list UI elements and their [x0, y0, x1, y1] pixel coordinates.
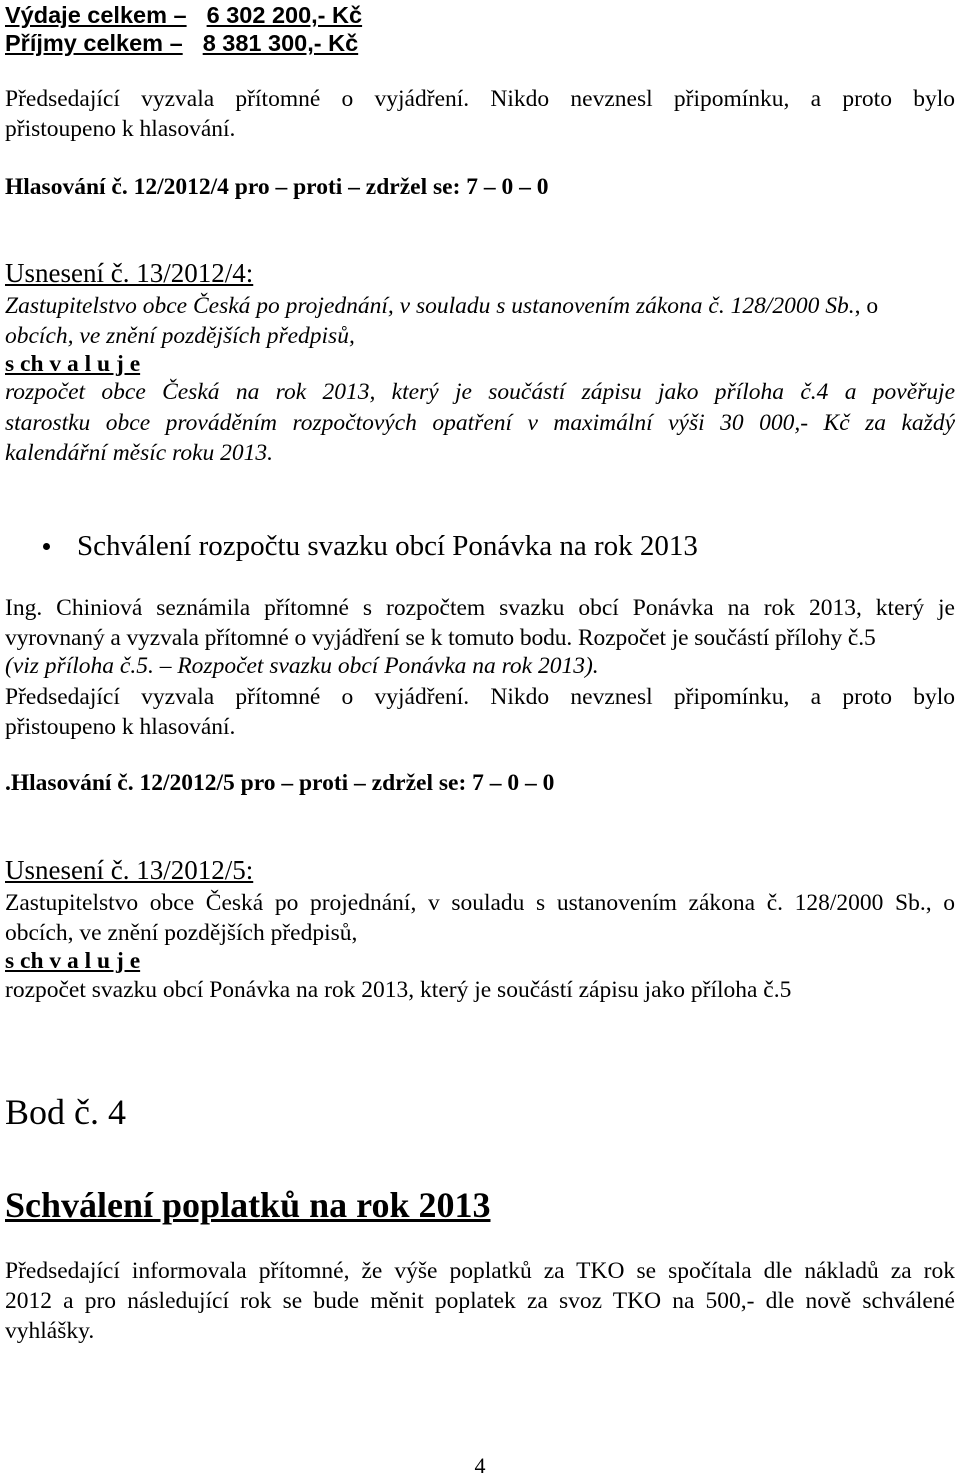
page-number: 4 [474, 1453, 486, 1478]
resolution-line: rozpočet svazku obcí Ponávka na rok 2013, který je součástí zápisu jako příloha č.5 [5, 977, 792, 1003]
paragraph-line: vyrovnaný a vyzvala přítomné o vyjádření se k tomuto bodu. Rozpočet je součástí přílohy č.5 [5, 625, 876, 651]
paragraph-line: vyhlášky. [5, 1318, 95, 1344]
item-subtitle: Schválení poplatků na rok 2013 [5, 1185, 491, 1225]
approves-label: s ch v a l u j e [5, 948, 141, 974]
resolution-line [5, 291, 955, 321]
paragraph-line: přistoupeno k hlasování. [5, 714, 236, 740]
paragraph-line: Ing. Chiniová seznámila přítomné s rozpočtem svazku obcí Ponávka na rok 2013, který je [5, 595, 955, 621]
resolution-line: Zastupitelstvo obce Česká po projednání, v souladu s ustanovením zákona č. 128/2000 Sb., o [5, 890, 955, 916]
resolution-text-tail: , o [854, 293, 879, 319]
paragraph-line: Předsedající vyzvala přítomné o vyjádření. Nikdo nevznesl připomínku, a proto bylo [5, 86, 955, 112]
resolution-line: obcích, ve znění pozdějších předpisů, [5, 920, 358, 946]
paragraph-line: Předsedající informovala přítomné, že výše poplatků za TKO se spočítala dle nákladů za rok [5, 1258, 955, 1284]
section-heading-text: Schválení rozpočtu svazku obcí Ponávka na rok 2013 [77, 530, 698, 562]
income-value: 8 381 300,- Kč [202, 30, 359, 56]
item-title: Bod č. 4 [5, 1092, 126, 1132]
resolution-text-italic: Zastupitelstvo obce Česká po projednání, v souladu s ustanovením zákona č. 128/2000 Sb. [5, 293, 855, 319]
bullet-icon [43, 543, 50, 550]
resolution-line: starostku obce prováděním rozpočtových opatření v maximální výši 30 000,- Kč za každý [5, 410, 955, 436]
income-label: Příjmy celkem – [5, 30, 183, 56]
vote-result: .Hlasování č. 12/2012/5 pro – proti – zdržel se: 7 – 0 – 0 [5, 770, 555, 796]
expenses-total [5, 0, 955, 30]
expenses-label: Výdaje celkem – [5, 2, 187, 28]
resolution-heading: Usnesení č. 13/2012/5: [5, 855, 254, 885]
resolution-line: obcích, ve znění pozdějších předpisů, [5, 323, 355, 349]
vote-result: Hlasování č. 12/2012/4 pro – proti – zdržel se: 7 – 0 – 0 [5, 174, 549, 200]
income-total [5, 28, 955, 58]
paragraph-line: 2012 a pro následující rok se bude měnit poplatek za svoz TKO na 500,- dle nově schválené [5, 1288, 955, 1314]
resolution-heading: Usnesení č. 13/2012/4: [5, 258, 254, 288]
resolution-line: kalendářní měsíc roku 2013. [5, 440, 274, 466]
expenses-value: 6 302 200,- Kč [206, 2, 363, 28]
paragraph-line: přistoupeno k hlasování. [5, 116, 236, 142]
resolution-line: rozpočet obce Česká na rok 2013, který je součástí zápisu jako příloha č.4 a pověřuje [5, 379, 955, 405]
paragraph-line: (viz příloha č.5. – Rozpočet svazku obcí Ponávka na rok 2013). [5, 653, 599, 679]
paragraph-line: Předsedající vyzvala přítomné o vyjádření. Nikdo nevznesl připomínku, a proto bylo [5, 684, 955, 710]
approves-label: s ch v a l u j e [5, 351, 141, 377]
